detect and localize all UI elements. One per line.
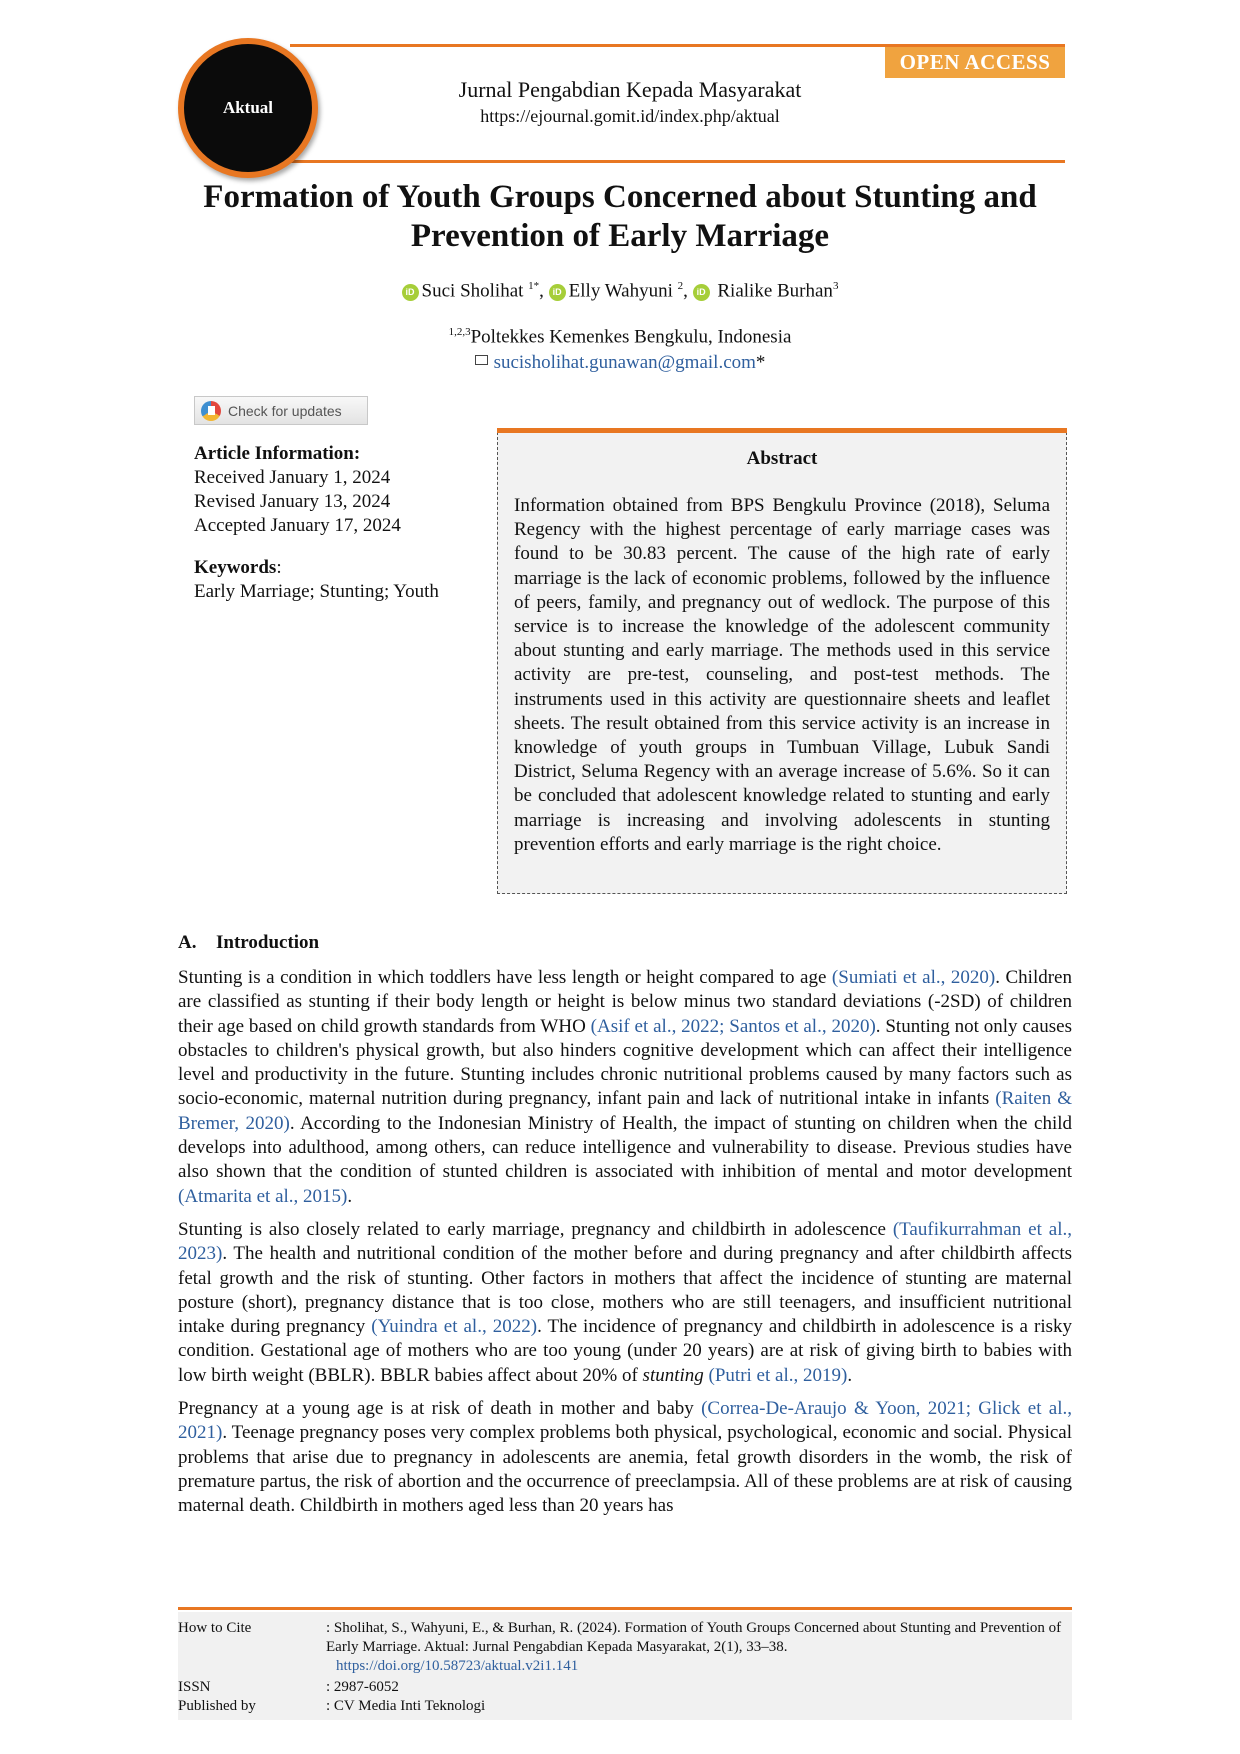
author-affil-mark: 2 — [677, 280, 684, 292]
section-heading — [178, 932, 319, 954]
citation-footer — [178, 1612, 1072, 1720]
cite-label: How to Cite — [178, 1620, 252, 1636]
envelope-icon — [475, 355, 488, 365]
author-name: Elly Wahyuni — [568, 280, 678, 302]
citation-link[interactable]: (Asif et al., 2022; Santos et al., 2020) — [590, 1015, 876, 1037]
paragraph-text: Stunting is also closely related to early marriage, pregnancy and childbirth in adolescence — [178, 1218, 893, 1240]
paragraph-text: . — [847, 1364, 853, 1386]
corresponding-email — [160, 352, 1080, 374]
journal-logo — [178, 38, 318, 178]
emphasis-text: stunting — [642, 1364, 704, 1386]
paragraph — [178, 966, 1072, 1209]
paragraph — [178, 1397, 1072, 1518]
open-access-badge: OPEN ACCESS — [885, 47, 1065, 78]
journal-name: Jurnal Pengabdian Kepada Masyarakat — [458, 77, 802, 102]
paragraph-text: . The incidence of pregnancy and childbirth in adolescence is a risky condition. Gestational age of mothers who are too young (under 20 years) are at risk of giving birth to babies with low birth weight (BBLR). BBLR babies affect about 20% of — [178, 1316, 1073, 1386]
author-list: iD Suci Sholihat $^{1*}$, iD Elly Wahyuni $^2$, iD Rialike Burhan$^3$ — [160, 280, 1080, 302]
abstract-text: Information obtained from BPS Bengkulu Province (2018), Seluma Regency with the highest percentage of early marriage cases was found to be 30.83 percent. The cause of the high rate of early marriage is the lack of economic problems, followed by the influence of peers, family, and pregnancy out of wedlock. The purpose of this service is to increase the knowledge of the adolescent community about stunting and early marriage. The methods used in this service activity are pre-test, counseling, and post-test methods. The instruments used in this activity are questionnaire sheets and leaflet sheets. The result obtained from this service activity is an increase in knowledge of youth groups in Tumbuan Village, Lubuk Sandi District, Seluma Regency with an average increase of 5.6%. So it can be concluded that adolescent knowledge related to stunting and early marriage is increasing and involving adolescents in stunting prevention efforts and early marriage is the right choice. — [514, 495, 1050, 855]
issn-label: ISSN — [178, 1679, 211, 1695]
author-name: Rialike Burhan — [712, 280, 833, 302]
check-updates-label: Check for updates — [228, 402, 342, 419]
header-bottom-rule — [290, 160, 1065, 163]
affiliation-text: Poltekkes Kemenkes Bengkulu, Indonesia — [470, 326, 792, 348]
paragraph-text: . Stunting not only causes obstacles to children's physical growth, but also hinders cognitive development which can affect their intelligence level and productivity in the future. Stunting includes chronic nutritional problems caused by many factors such as socio-economic, maternal nutrition during pregnancy, infant pain and lack of nutritional intake in infants — [178, 1015, 1072, 1110]
paragraph-text: . — [347, 1185, 353, 1207]
journal-url[interactable]: https://ejournal.gomit.id/index.php/aktual — [480, 106, 780, 126]
paragraph-text: . Children are classified as stunting if their body length or height is below minus two standard deviations (-2SD) of children their age based on child growth standards from WHO — [178, 967, 1072, 1037]
publisher-value: : CV Media Inti Teknologi — [326, 1698, 486, 1714]
issn-value: : 2987-6052 — [326, 1679, 399, 1695]
introduction-body — [178, 966, 1072, 1528]
article-info-heading: Article Information: — [194, 443, 361, 464]
paragraph-text: . Teenage pregnancy poses very complex problems both physical, psychological, economic and social. Physical problems that arise due to pregnancy in adolescents are anemia, fetal growth disorders in the womb, the risk of premature partus, the risk of abortion and the occurrence of preeclampsia. All of these problems are at risk of causing maternal death. Childbirth in mothers aged less than 20 years has — [178, 1422, 1072, 1517]
orcid-icon[interactable]: iD — [693, 284, 710, 301]
orcid-icon[interactable]: iD — [402, 284, 419, 301]
doi-link[interactable]: https://doi.org/10.58723/aktual.v2i1.141 — [336, 1658, 579, 1674]
author-name: Suci Sholihat — [421, 280, 529, 302]
citation-link[interactable]: (Taufikurrahman et al., 2023) — [178, 1218, 1072, 1265]
paragraph — [178, 1218, 1072, 1388]
keywords-heading: Keywords — [194, 557, 277, 578]
abstract-top-rule — [497, 428, 1067, 433]
cite-text — [326, 1619, 1066, 1676]
citation-link[interactable]: (Yuindra et al., 2022) — [371, 1316, 538, 1338]
publisher-label: Published by — [178, 1698, 256, 1714]
section-number: A. — [178, 932, 197, 953]
citation-link[interactable]: (Raiten & Bremer, 2020) — [178, 1088, 1073, 1134]
section-title: Introduction — [216, 932, 320, 953]
check-for-updates-button[interactable] — [194, 396, 368, 425]
accepted-date: Accepted January 17, 2024 — [194, 515, 401, 536]
article-information: Article Information: Received January 1, 2024 Revised January 13, 2024 Accepted January 17, 2024 Keywords: Early Marriage; Stunting; Youth — [194, 442, 484, 604]
author-affil-mark: 3 — [832, 280, 839, 292]
corresponding-mark: * — [755, 352, 766, 373]
citation-link[interactable]: (Correa-De-Araujo & Yoon, 2021; Glick et al., 2021) — [178, 1398, 1072, 1444]
cite-reference: : Sholihat, S., Wahyuni, E., & Burhan, R. (2024). Formation of Youth Groups Concerned about Stunting and Prevention of Early Marriage. Aktual: Jurnal Pengabdian Kepada Masyarakat, 2(1), 33–38. — [326, 1620, 1062, 1655]
revised-date: Revised January 13, 2024 — [194, 491, 391, 512]
author-affil-mark: 1* — [528, 280, 540, 292]
citation-link[interactable]: (Atmarita et al., 2015) — [178, 1185, 348, 1207]
affiliation — [160, 326, 1080, 348]
journal-logo-text: Aktual — [222, 98, 274, 117]
email-link[interactable]: sucisholihat.gunawan@gmail.com — [493, 352, 756, 373]
paragraph-text: . The health and nutritional condition of the mother before and during pregnancy and after childbirth affects fetal growth and the risk of stunting. Other factors in mothers that affect the incidence of stunting are maternal posture (short), pregnancy distance that is too close, mothers who are still teenagers, and insufficient nutritional intake during pregnancy — [178, 1243, 1072, 1338]
orcid-icon[interactable]: iD — [549, 284, 566, 301]
bookmark-icon — [201, 401, 221, 421]
footer-rule — [178, 1607, 1072, 1610]
paper-title: Formation of Youth Groups Concerned about Stunting and Prevention of Early Marriage — [203, 179, 1037, 254]
abstract-heading: Abstract — [746, 448, 818, 469]
paragraph-text: Stunting is a condition in which toddlers have less length or height compared to age — [178, 967, 832, 988]
affiliation-marks: 1,2,3 — [448, 326, 471, 338]
citation-link[interactable]: (Putri et al., 2019) — [708, 1364, 848, 1386]
paragraph-text: Pregnancy at a young age is at risk of death in mother and baby — [178, 1398, 702, 1420]
citation-link[interactable]: (Sumiati et al., 2020) — [831, 967, 996, 988]
paragraph-text: . According to the Indonesian Ministry of Health, the impact of stunting on children when the child develops into adulthood, among others, can reduce intelligence and vulnerability to disease. Previous studies have also shown that the condition of stunted children is associated with inhibition of mental and motor development — [178, 1112, 1072, 1183]
received-date: Received January 1, 2024 — [194, 467, 391, 488]
keywords: Early Marriage; Stunting; Youth — [194, 581, 439, 602]
